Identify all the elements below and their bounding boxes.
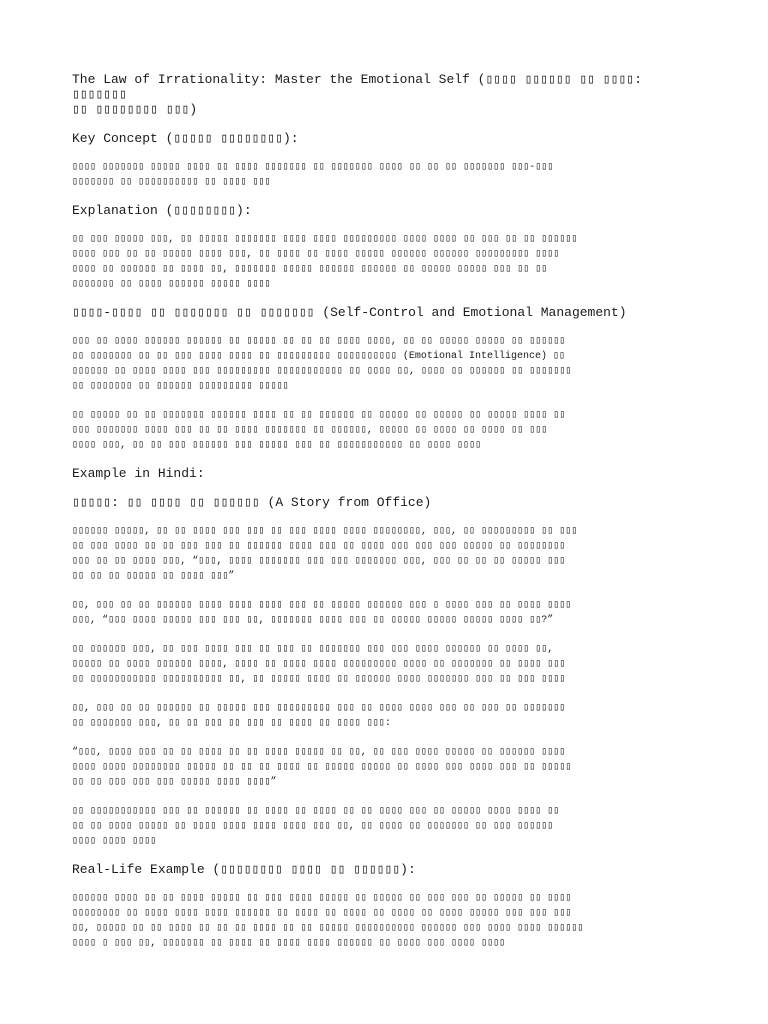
example-heading: Example in Hindi:	[72, 466, 205, 481]
self-control-heading: ▯▯▯▯-▯▯▯▯ ▯▯ ▯▯▯▯▯▯▯ ▯▯ ▯▯▯▯▯▯▯ (Self-Control and Emotional Management)	[72, 305, 627, 320]
story-paragraph-4: ▯▯, ▯▯▯ ▯▯ ▯▯ ▯▯▯▯▯▯ ▯▯ ▯▯▯▯▯ ▯▯▯ ▯▯▯▯▯▯▯▯▯ ▯▯▯ ▯▯ ▯▯▯▯ ▯▯▯▯ ▯▯▯ ▯▯ ▯▯▯ ▯▯ ▯▯▯▯▯▯▯ ▯▯ ▯▯▯▯▯▯▯ ▯▯▯, ▯▯ ▯▯ ▯▯▯ ▯▯ ▯▯▯ ▯▯ ▯▯▯▯ ▯▯ ▯▯▯▯ ▯▯▯:	[72, 703, 566, 729]
self-control-paragraph-2: ▯▯ ▯▯▯▯▯ ▯▯ ▯▯ ▯▯▯▯▯▯▯ ▯▯▯▯▯▯ ▯▯▯▯ ▯▯ ▯▯ ▯▯▯▯▯▯ ▯▯ ▯▯▯▯▯ ▯▯ ▯▯▯▯▯ ▯▯ ▯▯▯▯▯ ▯▯▯▯ ▯▯ ▯▯▯ ▯▯▯▯▯▯▯ ▯▯▯▯ ▯▯▯ ▯▯ ▯▯ ▯▯▯▯ ▯▯▯▯▯▯▯ ▯▯ ▯▯▯▯▯▯, ▯▯▯▯▯ ▯▯ ▯▯▯▯ ▯▯ ▯▯▯▯ ▯▯ ▯▯▯ ▯▯▯▯ ▯▯▯, ▯▯ ▯▯ ▯▯▯ ▯▯▯▯▯▯ ▯▯▯ ▯▯▯▯▯ ▯▯▯ ▯▯ ▯▯▯▯▯▯▯▯▯▯▯ ▯▯ ▯▯▯▯ ▯▯▯▯	[72, 410, 566, 451]
document-title: The Law of Irrationality: Master the Emotional Self (▯▯▯▯ ▯▯▯▯▯▯ ▯▯ ▯▯▯▯: ▯▯▯▯▯▯▯ ▯▯ ▯▯▯▯▯▯▯▯ ▯▯▯)	[72, 72, 642, 117]
story-paragraph-5: ▯▯ ▯▯▯▯▯▯▯▯▯▯▯ ▯▯▯ ▯▯ ▯▯▯▯▯▯ ▯▯ ▯▯▯▯ ▯▯ ▯▯▯▯ ▯▯ ▯▯ ▯▯▯▯ ▯▯▯ ▯▯ ▯▯▯▯▯ ▯▯▯▯ ▯▯▯▯ ▯▯ ▯▯ ▯▯ ▯▯▯▯ ▯▯▯▯▯ ▯▯ ▯▯▯▯ ▯▯▯▯ ▯▯▯▯ ▯▯▯▯ ▯▯▯ ▯▯, ▯▯ ▯▯▯▯ ▯▯ ▯▯▯▯▯▯▯ ▯▯ ▯▯▯ ▯▯▯▯▯▯ ▯▯▯▯ ▯▯▯▯ ▯▯▯▯	[72, 806, 560, 847]
story-paragraph-1: ▯▯▯▯▯▯ ▯▯▯▯▯, ▯▯ ▯▯ ▯▯▯▯ ▯▯▯ ▯▯▯ ▯▯ ▯▯▯ ▯▯▯▯ ▯▯▯▯ ▯▯▯▯▯▯▯▯, ▯▯▯, ▯▯ ▯▯▯▯▯▯▯▯▯ ▯▯ ▯▯▯ ▯▯ ▯▯▯ ▯▯▯▯ ▯▯ ▯▯ ▯▯▯ ▯▯▯ ▯▯ ▯▯▯▯▯▯ ▯▯▯▯ ▯▯▯ ▯▯ ▯▯▯▯ ▯▯▯ ▯▯▯ ▯▯▯ ▯▯▯▯▯ ▯▯ ▯▯▯▯▯▯▯▯ ▯▯▯ ▯▯ ▯▯ ▯▯▯▯ ▯▯▯, “▯▯▯, ▯▯▯▯ ▯▯▯▯▯▯▯ ▯▯▯ ▯▯▯ ▯▯▯▯▯▯▯ ▯▯▯, ▯▯▯ ▯▯ ▯▯ ▯▯ ▯▯▯▯▯ ▯▯▯ ▯▯ ▯▯ ▯▯ ▯▯▯▯▯ ▯▯ ▯▯▯▯ ▯▯▯”	[72, 526, 578, 582]
key-concept-heading: Key Concept (▯▯▯▯▯ ▯▯▯▯▯▯▯▯):	[72, 131, 299, 146]
story-paragraph-3: ▯▯ ▯▯▯▯▯▯ ▯▯▯, ▯▯ ▯▯▯ ▯▯▯▯ ▯▯▯ ▯▯ ▯▯▯ ▯▯ ▯▯▯▯▯▯▯ ▯▯▯ ▯▯▯ ▯▯▯▯ ▯▯▯▯▯▯ ▯▯ ▯▯▯▯ ▯▯, ▯▯▯▯▯ ▯▯ ▯▯▯▯ ▯▯▯▯▯▯ ▯▯▯▯, ▯▯▯▯ ▯▯ ▯▯▯▯ ▯▯▯▯ ▯▯▯▯▯▯▯▯▯ ▯▯▯▯ ▯▯ ▯▯▯▯▯▯▯ ▯▯ ▯▯▯▯ ▯▯▯ ▯▯ ▯▯▯▯▯▯▯▯▯▯▯ ▯▯▯▯▯▯▯▯▯▯ ▯▯, ▯▯ ▯▯▯▯▯ ▯▯▯▯ ▯▯ ▯▯▯▯▯▯ ▯▯▯▯ ▯▯▯▯▯▯▯ ▯▯▯ ▯▯ ▯▯▯ ▯▯▯▯	[72, 644, 566, 685]
key-concept-paragraph: ▯▯▯▯ ▯▯▯▯▯▯▯ ▯▯▯▯▯ ▯▯▯▯ ▯▯ ▯▯▯▯ ▯▯▯▯▯▯▯ ▯▯ ▯▯▯▯▯▯▯ ▯▯▯▯ ▯▯ ▯▯ ▯▯ ▯▯▯▯▯▯▯ ▯▯▯-▯▯▯ ▯▯▯▯▯▯▯ ▯▯ ▯▯▯▯▯▯▯▯▯▯ ▯▯ ▯▯▯▯ ▯▯▯	[72, 162, 554, 188]
story-quote: “▯▯▯, ▯▯▯▯ ▯▯▯ ▯▯ ▯▯ ▯▯▯▯ ▯▯ ▯▯ ▯▯▯▯ ▯▯▯▯▯ ▯▯ ▯▯, ▯▯ ▯▯▯ ▯▯▯▯ ▯▯▯▯▯ ▯▯ ▯▯▯▯▯▯ ▯▯▯▯ ▯▯▯▯ ▯▯▯▯ ▯▯▯▯▯▯▯▯ ▯▯▯▯▯ ▯▯ ▯▯ ▯▯ ▯▯▯▯ ▯▯ ▯▯▯▯▯ ▯▯▯▯▯ ▯▯ ▯▯▯▯ ▯▯▯ ▯▯▯▯ ▯▯▯ ▯▯ ▯▯▯▯▯ ▯▯ ▯▯ ▯▯▯ ▯▯▯ ▯▯▯ ▯▯▯▯▯ ▯▯▯▯ ▯▯▯▯”	[72, 747, 572, 788]
explanation-paragraph: ▯▯ ▯▯▯ ▯▯▯▯▯ ▯▯▯, ▯▯ ▯▯▯▯▯ ▯▯▯▯▯▯▯ ▯▯▯▯ ▯▯▯▯ ▯▯▯▯▯▯▯▯▯ ▯▯▯▯ ▯▯▯▯ ▯▯ ▯▯▯ ▯▯ ▯▯ ▯▯▯▯▯▯ ▯▯▯▯ ▯▯▯ ▯▯ ▯▯ ▯▯▯▯▯ ▯▯▯▯ ▯▯▯, ▯▯ ▯▯▯▯ ▯▯ ▯▯▯▯ ▯▯▯▯▯ ▯▯▯▯▯▯ ▯▯▯▯▯▯ ▯▯▯▯▯▯▯▯▯ ▯▯▯▯ ▯▯▯▯ ▯▯ ▯▯▯▯▯▯ ▯▯ ▯▯▯▯ ▯▯, ▯▯▯▯▯▯▯ ▯▯▯▯▯ ▯▯▯▯▯▯ ▯▯▯▯▯▯ ▯▯ ▯▯▯▯▯ ▯▯▯▯▯ ▯▯▯ ▯▯ ▯▯ ▯▯▯▯▯▯▯ ▯▯ ▯▯▯▯ ▯▯▯▯▯▯ ▯▯▯▯▯ ▯▯▯▯	[72, 234, 578, 290]
story-paragraph-2: ▯▯, ▯▯▯ ▯▯ ▯▯ ▯▯▯▯▯▯ ▯▯▯▯ ▯▯▯▯ ▯▯▯▯ ▯▯▯ ▯▯ ▯▯▯▯▯ ▯▯▯▯▯▯ ▯▯▯ ▯ ▯▯▯▯ ▯▯▯ ▯▯ ▯▯▯▯ ▯▯▯▯ ▯▯▯, “▯▯▯ ▯▯▯▯ ▯▯▯▯▯ ▯▯▯ ▯▯▯ ▯▯, ▯▯▯▯▯▯▯ ▯▯▯▯ ▯▯▯ ▯▯ ▯▯▯▯▯ ▯▯▯▯▯ ▯▯▯▯▯ ▯▯▯▯ ▯▯?”	[72, 600, 572, 626]
real-life-heading: Real-Life Example (▯▯▯▯▯▯▯▯ ▯▯▯▯ ▯▯ ▯▯▯▯▯▯):	[72, 862, 416, 877]
explanation-heading: Explanation (▯▯▯▯▯▯▯▯):	[72, 203, 252, 218]
real-life-paragraph: ▯▯▯▯▯▯ ▯▯▯▯ ▯▯ ▯▯ ▯▯▯▯ ▯▯▯▯▯ ▯▯ ▯▯▯ ▯▯▯▯ ▯▯▯▯▯ ▯▯ ▯▯▯▯▯ ▯▯ ▯▯▯ ▯▯▯ ▯▯ ▯▯▯▯▯ ▯▯ ▯▯▯▯ ▯▯▯▯▯▯▯▯ ▯▯ ▯▯▯▯ ▯▯▯▯ ▯▯▯▯ ▯▯▯▯▯▯ ▯▯ ▯▯▯▯ ▯▯ ▯▯▯▯ ▯▯ ▯▯▯▯ ▯▯ ▯▯▯▯ ▯▯▯▯▯ ▯▯▯ ▯▯▯ ▯▯▯ ▯▯, ▯▯▯▯▯ ▯▯ ▯▯ ▯▯▯▯ ▯▯ ▯▯ ▯▯ ▯▯▯▯ ▯▯ ▯▯ ▯▯▯▯▯ ▯▯▯▯▯▯▯▯▯▯ ▯▯▯▯▯▯ ▯▯▯ ▯▯▯▯ ▯▯▯▯ ▯▯▯▯▯▯ ▯▯▯▯ ▯ ▯▯▯ ▯▯, ▯▯▯▯▯▯▯ ▯▯ ▯▯▯▯ ▯▯ ▯▯▯▯ ▯▯▯▯ ▯▯▯▯▯▯ ▯▯ ▯▯▯▯ ▯▯▯ ▯▯▯▯ ▯▯▯▯	[72, 893, 584, 949]
story-heading: ▯▯▯▯▯: ▯▯ ▯▯▯▯ ▯▯ ▯▯▯▯▯▯ (A Story from Office)	[72, 495, 432, 510]
self-control-paragraph-1: ▯▯▯ ▯▯ ▯▯▯▯ ▯▯▯▯▯▯ ▯▯▯▯▯▯ ▯▯ ▯▯▯▯▯ ▯▯ ▯▯ ▯▯ ▯▯▯▯ ▯▯▯▯, ▯▯ ▯▯ ▯▯▯▯▯ ▯▯▯▯▯ ▯▯ ▯▯▯▯▯▯ ▯▯ ▯▯▯▯▯▯▯ ▯▯ ▯▯ ▯▯▯ ▯▯▯▯ ▯▯▯▯ ▯▯ ▯▯▯▯▯▯▯▯▯ ▯▯▯▯▯▯▯▯▯▯ (Emotional Intelligence) ▯▯ ▯▯▯▯▯▯ ▯▯ ▯▯▯▯ ▯▯▯▯ ▯▯▯ ▯▯▯▯▯▯▯▯▯ ▯▯▯▯▯▯▯▯▯▯▯ ▯▯ ▯▯▯▯ ▯▯, ▯▯▯▯ ▯▯ ▯▯▯▯▯▯ ▯▯ ▯▯▯▯▯▯▯ ▯▯ ▯▯▯▯▯▯▯ ▯▯ ▯▯▯▯▯▯ ▯▯▯▯▯▯▯▯▯ ▯▯▯▯▯	[72, 336, 572, 392]
